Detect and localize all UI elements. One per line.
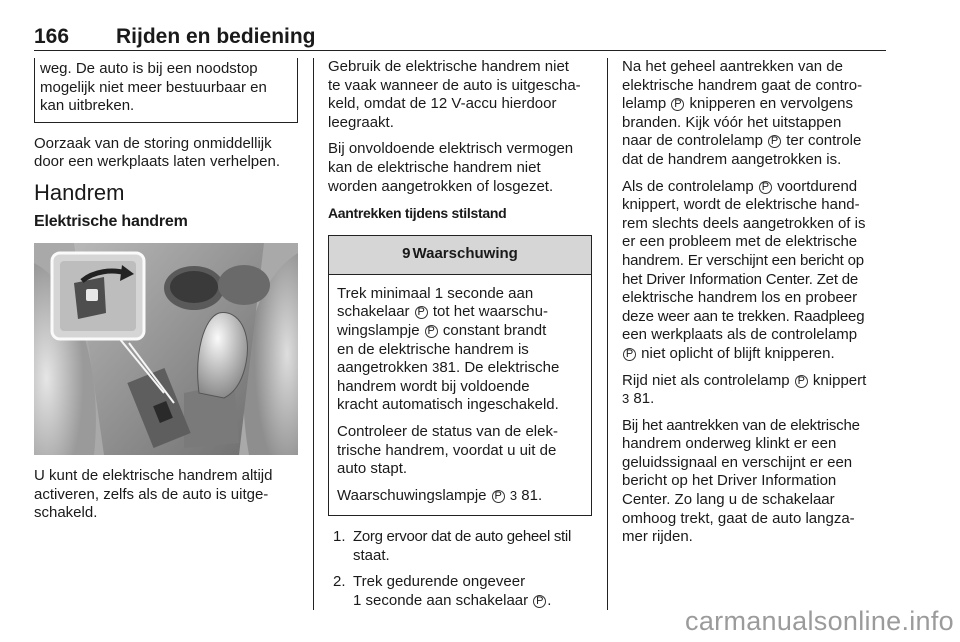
text-line: Center. Zo lang u de schakelaar: [622, 491, 835, 509]
text-line: door een werkplaats laten verhelpen.: [34, 153, 280, 171]
text-line: Gebruik de elektrische handrem niet: [328, 58, 569, 75]
text-line: knippert, wordt de elektrische hand-: [622, 196, 860, 214]
text-line: mer rijden.: [622, 528, 693, 546]
parking-brake-icon: P: [492, 490, 505, 503]
paragraph: [34, 467, 298, 523]
text-line: handrem onderweg klinkt er een: [622, 435, 837, 453]
text-line: dat de handrem aangetrokken is.: [622, 150, 842, 168]
text-line: kan uitbreken.: [40, 97, 135, 115]
text-line: elektrische handrem gaat de contro-: [622, 76, 863, 94]
text-line: er een probleem met de elektrische: [622, 233, 858, 251]
text-line: P niet oplicht of blijft knipperen.: [622, 345, 886, 364]
list-number: 2.: [333, 573, 346, 591]
text-line: Rijd niet als controlelamp P knippert: [622, 371, 867, 389]
text-line: activeren, zelfs als de auto is uitge-: [34, 485, 269, 503]
parking-brake-icon: P: [768, 135, 781, 148]
paragraph: [34, 135, 298, 172]
text-line: kracht automatisch ingeschakeld.: [337, 396, 559, 414]
parking-brake-icon: P: [759, 181, 772, 194]
paragraph: [622, 178, 886, 364]
text-line: Na het geheel aantrekken van de: [622, 58, 843, 75]
text-line: U kunt de elektrische handrem altijd: [34, 467, 273, 485]
paragraph: [337, 423, 583, 479]
text-line: omhoog trekt, gaat de auto langza-: [622, 509, 855, 527]
text-line: rem slechts deels aangetrokken of is: [622, 214, 866, 232]
text-line: Zorg ervoor dat de auto geheel stil: [353, 528, 571, 546]
column-divider: [313, 58, 314, 610]
text-line: keld, omdat de 12 V-accu hierdoor: [328, 95, 557, 113]
text-line: Bij het aantrekken van de elektrische: [622, 416, 860, 434]
text-line: auto stapt.: [337, 460, 408, 478]
page-number: 166: [34, 25, 70, 48]
text-line: Trek minimaal 1 seconde aan: [337, 284, 534, 302]
text-line: trische handrem, voordat u uit de: [337, 441, 557, 459]
column-middle: [328, 58, 592, 619]
paragraph: [328, 140, 592, 196]
text-line: leegraakt.: [328, 113, 394, 131]
text-line: staat.: [353, 546, 390, 564]
text-line: elektrische handrem los en probeer: [622, 289, 858, 307]
text-line: lelamp P knipperen en vervolgens: [622, 95, 853, 113]
list-number: 1.: [333, 528, 346, 546]
text-line: naar de controlelamp P ter controle: [622, 132, 862, 150]
paragraph: [328, 58, 592, 132]
continued-warning-box: [34, 58, 298, 123]
subsection-heading: Elektrische handrem: [34, 212, 188, 230]
warning-triangle-icon: 9: [402, 245, 411, 263]
handbrake-illustration: [34, 243, 298, 455]
parking-brake-icon: P: [623, 348, 636, 361]
step-list: [328, 528, 592, 610]
text-line: mogelijk niet meer bestuurbaar en: [40, 78, 267, 96]
column-right: [622, 58, 886, 555]
text-line: Waarschuwingslampje P 3 81.: [337, 486, 543, 504]
text-line: geluidssignaal en verschijnt er een: [622, 453, 853, 471]
paragraph: [622, 417, 886, 547]
text-line: te vaak wanneer de auto is uitgescha-: [328, 76, 581, 94]
warning-body: [329, 275, 591, 516]
list-item: [328, 528, 592, 565]
text-line: 3 81.: [622, 390, 655, 408]
text-line: en de elektrische handrem is: [337, 340, 529, 358]
text-line: schakelaar P tot het waarschu-: [337, 303, 548, 321]
page-reference-icon[interactable]: 3: [432, 360, 440, 376]
text-line: wingslampje P constant brandt: [337, 321, 547, 339]
text-line: schakeld.: [34, 504, 98, 522]
text-line: kan de elektrische handrem niet: [328, 158, 541, 176]
parking-brake-icon: P: [425, 325, 438, 338]
text-line: worden aangetrokken of losgezet.: [328, 177, 554, 195]
text-line: Bij onvoldoende elektrisch vermogen: [328, 140, 574, 158]
paragraph: [337, 487, 583, 506]
text-line: het Driver Information Center. Zet de: [622, 270, 859, 288]
paragraph: [622, 372, 886, 409]
column-left: [34, 58, 298, 531]
parking-brake-icon: P: [533, 595, 546, 608]
text-line: 1 seconde aan schakelaar P .: [353, 592, 552, 610]
text-line: Controleer de status van de elek-: [337, 422, 558, 440]
column-divider: [607, 58, 608, 610]
warning-header: [329, 236, 591, 275]
list-item: [328, 573, 592, 610]
text-line: aangetrokken 381. De elektrische: [337, 359, 560, 377]
text-line: Trek gedurende ongeveer: [353, 573, 526, 591]
text-line: handrem. Er verschijnt een bericht op: [622, 251, 864, 269]
section-heading: Handrem: [34, 179, 125, 205]
warning-title: Waarschuwing: [412, 245, 518, 263]
parking-brake-icon: P: [415, 306, 428, 319]
page-reference-icon[interactable]: 3: [509, 487, 518, 503]
text-line: bericht op het Driver Information: [622, 472, 837, 490]
page-title: Rijden en bediening: [116, 25, 316, 48]
page-reference-icon[interactable]: 3: [622, 391, 630, 407]
subsection-heading: Aantrekken tijdens stilstand: [328, 205, 507, 222]
text-line: handrem wordt bij voldoende: [337, 377, 530, 395]
text-line: weg. De auto is bij een noodstop: [40, 60, 258, 77]
paragraph: [337, 285, 583, 415]
page-header: [34, 20, 886, 51]
text-line: deze weer aan te trekken. Raadpleeg: [622, 307, 865, 325]
parking-brake-icon: P: [671, 98, 684, 111]
paragraph: [622, 58, 886, 170]
text-line: branden. Kijk vóór het uitstappen: [622, 113, 842, 131]
text-line: een werkplaats als de controlelamp: [622, 326, 858, 344]
warning-box: [328, 235, 592, 517]
text-line: Oorzaak van de storing onmiddellijk: [34, 134, 272, 152]
text-line: Als de controlelamp P voortdurend: [622, 177, 858, 195]
parking-brake-icon: P: [795, 375, 808, 388]
watermark-text: carmanualsonline.info: [685, 606, 954, 636]
